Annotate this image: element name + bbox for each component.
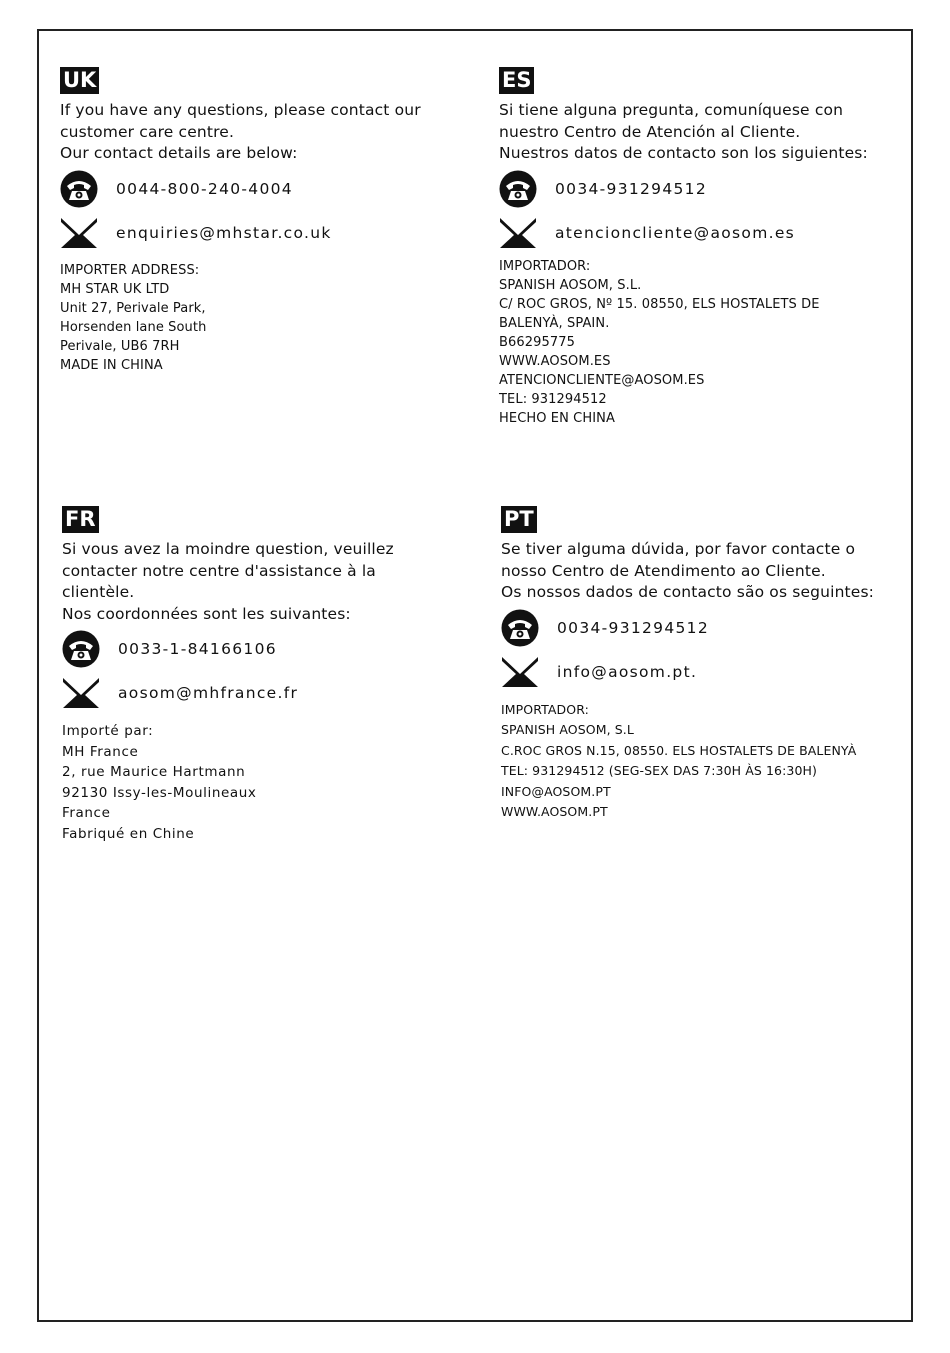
email-address-uk[interactable]: enquiries@mhstar.co.uk (116, 223, 332, 242)
address-line: MH France (62, 743, 139, 760)
address-line: Fabriqué en Chine (62, 825, 195, 842)
address-line: 92130 Issy-les-Moulineaux (62, 784, 257, 801)
address-fr (62, 721, 472, 844)
email-row-uk (60, 213, 470, 253)
address-line: SPANISH AOSOM, S.L. (499, 277, 642, 293)
section-uk (60, 67, 470, 375)
address-line: B66295775 (499, 334, 575, 350)
telephone-icon (501, 609, 539, 647)
section-es (499, 67, 899, 428)
address-line: SPANISH AOSOM, S.L (501, 722, 634, 737)
section-fr (62, 506, 472, 844)
address-line: WWW.AOSOM.PT (501, 804, 608, 819)
intro-text-pt: Se tiver alguma dúvida, por favor contacte o nosso Centro de Atendimento ao Cliente. Os nossos dados de contacto são os seguintes: (501, 540, 875, 601)
envelope-icon (501, 653, 539, 691)
phone-number-uk[interactable]: 0044-800-240-4004 (116, 179, 293, 198)
phone-number-es[interactable]: 0034-931294512 (555, 179, 707, 198)
phone-number-fr[interactable]: 0033-1-84166106 (118, 640, 277, 658)
email-address-pt[interactable]: info@aosom.pt. (557, 662, 698, 681)
country-badge-fr: FR (62, 506, 99, 533)
address-line: ATENCIONCLIENTE@AOSOM.ES (499, 372, 705, 388)
address-uk (60, 261, 470, 375)
email-address-fr[interactable]: aosom@mhfrance.fr (118, 684, 299, 702)
phone-row-fr (62, 629, 472, 669)
email-row-es (499, 213, 899, 253)
country-badge-pt: PT (501, 506, 537, 533)
email-address-es[interactable]: atencioncliente@aosom.es (555, 223, 796, 242)
address-es (499, 257, 899, 428)
phone-row-es (499, 169, 899, 209)
address-line: MADE IN CHINA (60, 357, 163, 373)
email-row-fr (62, 673, 472, 713)
intro-text-uk: If you have any questions, please contact our customer care centre. Our contact details are below: (60, 101, 421, 162)
address-line: WWW.AOSOM.ES (499, 353, 611, 369)
section-pt (501, 506, 901, 823)
envelope-icon (499, 214, 537, 252)
address-line: Unit 27, Perivale Park, (60, 300, 206, 316)
address-line: Importé par: (62, 723, 154, 739)
envelope-icon (62, 674, 100, 712)
phone-number-pt[interactable]: 0034-931294512 (557, 618, 709, 637)
address-line: Horsenden lane South (60, 319, 207, 335)
telephone-icon (499, 170, 537, 208)
address-line: HECHO EN CHINA (499, 410, 615, 426)
address-line: IMPORTADOR: (501, 701, 589, 717)
phone-row-pt (501, 608, 901, 648)
country-badge-es: ES (499, 67, 534, 94)
address-line: MH STAR UK LTD (60, 281, 170, 297)
address-line: BALENYÀ, SPAIN. (499, 315, 610, 331)
address-line: France (62, 805, 111, 821)
address-line: 2, rue Maurice Hartmann (62, 764, 246, 780)
address-line: INFO@AOSOM.PT (501, 783, 611, 799)
intro-text-es: Si tiene alguna pregunta, comuníquese con nuestro Centro de Atención al Cliente. Nuestros datos de contacto son los siguientes: (499, 101, 868, 162)
email-row-pt (501, 652, 901, 692)
address-line: C.ROC GROS N.15, 08550. ELS HOSTALETS DE BALENYÀ (501, 742, 857, 758)
telephone-icon (60, 170, 98, 208)
address-line: IMPORTER ADDRESS: (60, 262, 200, 278)
phone-row-uk (60, 169, 470, 209)
envelope-icon (60, 214, 98, 252)
address-pt (501, 700, 901, 823)
address-line: TEL: 931294512 (499, 391, 607, 407)
address-line: Perivale, UB6 7RH (60, 338, 180, 354)
country-badge-uk: UK (60, 67, 99, 94)
address-line: C/ ROC GROS, Nº 15. 08550, ELS HOSTALETS DE (499, 296, 820, 312)
intro-text-fr: Si vous avez la moindre question, veuillez contacter notre centre d'assistance à la clientèle. Nos coordonnées sont les suivantes: (62, 540, 394, 623)
address-line: TEL: 931294512 (SEG-SEX DAS 7:30H ÀS 16:30H) (501, 763, 817, 778)
telephone-icon (62, 630, 100, 668)
address-line: IMPORTADOR: (499, 258, 591, 274)
